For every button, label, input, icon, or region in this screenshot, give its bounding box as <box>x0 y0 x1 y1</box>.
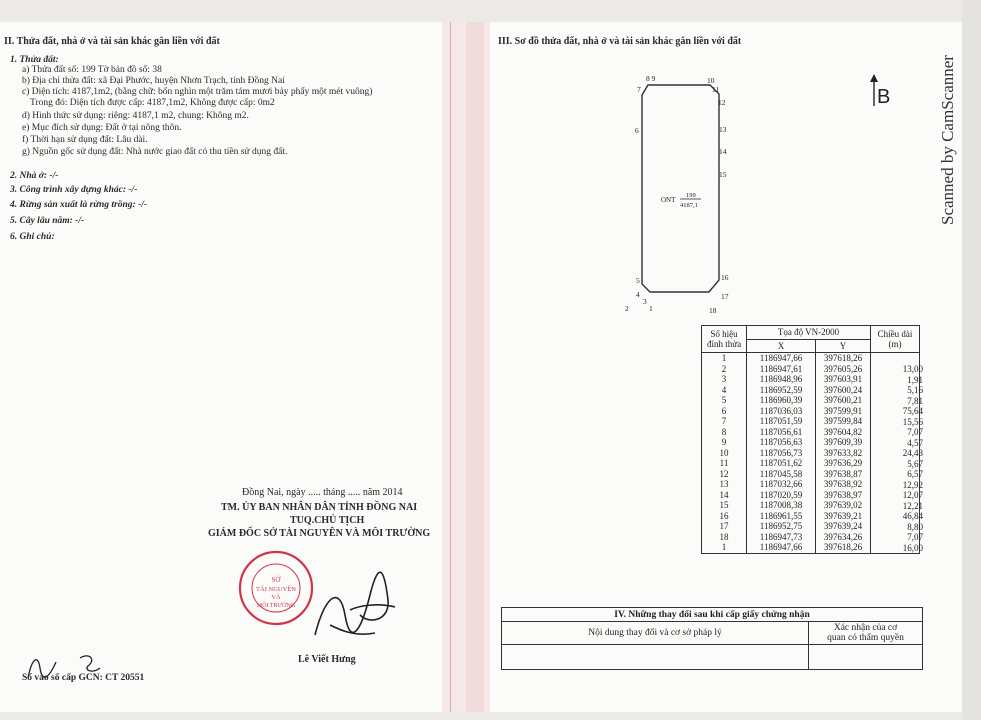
cell-id: 9 <box>702 437 747 448</box>
vertex-label: 17 <box>721 292 729 301</box>
svg-text:VÀ: VÀ <box>271 594 281 601</box>
cell-id: 1 <box>702 353 747 364</box>
section3-title: III. Sơ đồ thửa đất, nhà ở và tài sản khác gắn liền với đất <box>498 36 742 47</box>
cell-x: 1187045,58 <box>747 469 816 480</box>
cell-x: 1187051,59 <box>747 416 816 427</box>
segment-length: 13,00 <box>902 364 923 374</box>
sign-date: Đồng Nai, ngày ..... tháng ..... năm 2014 <box>242 487 403 498</box>
item4-forest: 4. Rừng sản xuất là rừng trồng: -/- <box>10 200 148 210</box>
cell-id: 16 <box>702 511 747 522</box>
item1-title: 1. Thửa đất: <box>10 55 59 65</box>
col-coord-header: Tọa độ VN-2000 <box>747 326 871 340</box>
cell-y: 397600,21 <box>816 395 871 406</box>
cell-id: 8 <box>702 427 747 438</box>
section2-title: II. Thửa đất, nhà ở và tài sản khác gắn liền với đất <box>4 36 220 47</box>
cell-id: 17 <box>702 521 747 532</box>
segment-length: 1,91 <box>907 374 923 385</box>
cell-y: 397638,87 <box>816 469 871 480</box>
cell-x: 1187036,03 <box>747 406 816 417</box>
vertex-label: 6 <box>635 126 639 135</box>
cell-x: 1186952,59 <box>747 385 816 396</box>
north-arrow-icon <box>868 72 898 108</box>
cell-y: 397599,84 <box>816 416 871 427</box>
cell-y: 397618,26 <box>816 542 871 553</box>
parcel-area: c) Diện tích: 4187,1m2, (bằng chữ: bốn nghìn một trăm tám mươi bảy phẩy một mét vuông) <box>22 87 373 97</box>
cell-y: 397633,82 <box>816 448 871 459</box>
cell-id: 7 <box>702 416 747 427</box>
segment-length: 12,07 <box>902 490 923 500</box>
cell-x: 1187056,61 <box>747 427 816 438</box>
signer-name: Lê Viết Hưng <box>298 654 356 665</box>
segment-length: 7,07 <box>907 532 923 542</box>
cell-x: 1186948,96 <box>747 374 816 385</box>
cell-id: 14 <box>702 490 747 501</box>
cell-y: 397604,82 <box>816 427 871 438</box>
cell-id: 5 <box>702 395 747 406</box>
cell-x: 1187056,73 <box>747 448 816 459</box>
segment-length: 15,56 <box>902 416 923 427</box>
item2-house: 2. Nhà ở: -/- <box>10 171 59 181</box>
vertex-label: 10 <box>707 76 715 85</box>
svg-text:SỞ: SỞ <box>271 576 281 584</box>
cell-length-spacer <box>871 353 920 364</box>
vertex-label: 15 <box>719 170 727 179</box>
vertex-label: 8 9 <box>646 74 656 83</box>
vertex-label: 1 <box>649 304 653 313</box>
vertex-label: 13 <box>719 125 727 134</box>
table-row <box>702 353 920 364</box>
cell-y: 397638,92 <box>816 479 871 490</box>
fold-strip <box>442 22 490 712</box>
section4-col-confirm: Xác nhận của cơ quan có thẩm quyền <box>809 622 923 645</box>
item6-notes: 6. Ghi chú: <box>10 232 55 242</box>
sign-org-line3: GIÁM ĐỐC SỞ TÀI NGUYÊN VÀ MÔI TRƯỜNG <box>208 528 431 539</box>
col-length-header: Chiều dài (m) <box>871 326 920 353</box>
cell-y: 397600,24 <box>816 385 871 396</box>
segment-length: 8,80 <box>907 521 923 532</box>
segment-length: 7,81 <box>907 395 923 406</box>
vertex-label: 3 <box>643 297 647 306</box>
cell-x: 1187056,63 <box>747 437 816 448</box>
cell-x: 1187020,59 <box>747 490 816 501</box>
cell-x: 1186961,55 <box>747 511 816 522</box>
cell-y: 397639,21 <box>816 511 871 522</box>
camscanner-watermark <box>900 40 981 240</box>
segment-length: 5,67 <box>907 458 923 469</box>
vertex-label: 14 <box>719 147 727 156</box>
section4-empty-content <box>502 645 809 670</box>
segment-length: 12,21 <box>902 500 923 511</box>
vertex-label: 11 <box>712 85 720 94</box>
vertex-label: 12 <box>718 98 726 107</box>
cell-y: 397599,91 <box>816 406 871 417</box>
cell-y: 397609,39 <box>816 437 871 448</box>
parcel-number: a) Thửa đất số: 199 Tờ bản đồ số: 38 <box>22 65 162 75</box>
usage-term: f) Thời hạn sử dụng đất: Lâu dài. <box>22 135 148 145</box>
col-x-header: X <box>747 339 816 353</box>
vertex-label: 4 <box>636 290 640 299</box>
section4-empty-confirm <box>809 645 923 670</box>
cell-y: 397634,26 <box>816 532 871 543</box>
registry-number: Số vào sổ cấp GCN: CT 20551 <box>22 673 145 683</box>
vertex-label: 7 <box>637 85 641 94</box>
section4-table <box>501 607 923 670</box>
section4-col-content: Nội dung thay đổi và cơ sở pháp lý <box>502 622 809 645</box>
cell-y: 397638,97 <box>816 490 871 501</box>
director-signature <box>300 565 410 645</box>
cell-y: 397603,91 <box>816 374 871 385</box>
cell-id: 1 <box>702 542 747 553</box>
cell-x: 1187032,66 <box>747 479 816 490</box>
cell-id: 4 <box>702 385 747 396</box>
parcel-label-bottom: 4187,1 <box>680 202 698 209</box>
usage-purpose: e) Mục đích sử dụng: Đất ở tại nông thôn. <box>22 123 182 133</box>
parcel-label-top: 199 <box>686 192 696 199</box>
usage-origin: g) Nguồn gốc sử dụng đất: Nhà nước giao đất có thu tiền sử dụng đất. <box>22 147 288 157</box>
svg-text:TÀI NGUYÊN: TÀI NGUYÊN <box>256 586 296 593</box>
cell-x: 1187051,62 <box>747 458 816 469</box>
vertex-label: 18 <box>709 306 717 315</box>
cell-y: 397618,26 <box>816 353 871 364</box>
parcel-diagram <box>615 70 745 315</box>
cell-id: 6 <box>702 406 747 417</box>
cell-id: 11 <box>702 458 747 469</box>
col-vertex-header: Số hiệu đỉnh thửa <box>702 326 747 353</box>
cell-x: 1186960,39 <box>747 395 816 406</box>
parcel-area-granted: Trong đó: Diện tích được cấp: 4187,1m2, Không được cấp: 0m2 <box>30 98 275 108</box>
segment-length: 12,92 <box>902 479 923 490</box>
cell-id: 12 <box>702 469 747 480</box>
item3-construction: 3. Công trình xây dựng khác: -/- <box>10 185 138 195</box>
cell-id: 3 <box>702 374 747 385</box>
cell-id: 13 <box>702 479 747 490</box>
segment-length: 75,64 <box>902 406 923 416</box>
sign-org-line1: TM. ỦY BAN NHÂN DÂN TỈNH ĐỒNG NAI <box>221 502 418 513</box>
segment-length: 6,57 <box>907 469 923 479</box>
segment-length: 24,43 <box>902 448 923 458</box>
cell-x: 1187008,38 <box>747 500 816 511</box>
watermark-text: Scanned by CamScanner <box>938 55 957 225</box>
section4-title: IV. Những thay đổi sau khi cấp giấy chứng nhận <box>502 608 923 622</box>
cell-x: 1186947,73 <box>747 532 816 543</box>
cell-x: 1186952,75 <box>747 521 816 532</box>
svg-text:MÔI TRƯỜNG: MÔI TRƯỜNG <box>256 603 296 609</box>
north-label: B <box>877 86 891 108</box>
cell-y: 397639,24 <box>816 521 871 532</box>
usage-form: d) Hình thức sử dụng: riêng: 4187,1 m2, chung: Không m2. <box>22 111 249 121</box>
distance-column <box>872 364 923 553</box>
vertex-label: 5 <box>636 276 640 285</box>
segment-length: 5,16 <box>907 385 923 395</box>
vertex-label: 16 <box>721 273 729 282</box>
segment-length: 46,84 <box>902 511 923 521</box>
parcel-address: b) Địa chỉ thửa đất: xã Đại Phước, huyện Nhơn Trạch, tỉnh Đồng Nai <box>22 76 285 86</box>
cell-y: 397605,26 <box>816 364 871 375</box>
sign-org-line2: TUQ.CHỦ TỊCH <box>290 515 365 526</box>
item5-perennial: 5. Cây lâu năm: -/- <box>10 216 85 226</box>
cell-id: 18 <box>702 532 747 543</box>
segment-length: 4,57 <box>907 437 923 448</box>
col-y-header: Y <box>816 339 871 353</box>
cell-x: 1186947,66 <box>747 542 816 553</box>
cell-x: 1186947,61 <box>747 364 816 375</box>
parcel-label-prefix: ONT <box>661 196 676 204</box>
cell-id: 10 <box>702 448 747 459</box>
cell-y: 397636,29 <box>816 458 871 469</box>
cell-id: 15 <box>702 500 747 511</box>
cell-id: 2 <box>702 364 747 375</box>
segment-length: 16,00 <box>902 542 923 553</box>
cell-y: 397639,02 <box>816 500 871 511</box>
vertex-label: 2 <box>625 304 629 313</box>
segment-length: 7,07 <box>907 427 923 437</box>
cell-x: 1186947,66 <box>747 353 816 364</box>
